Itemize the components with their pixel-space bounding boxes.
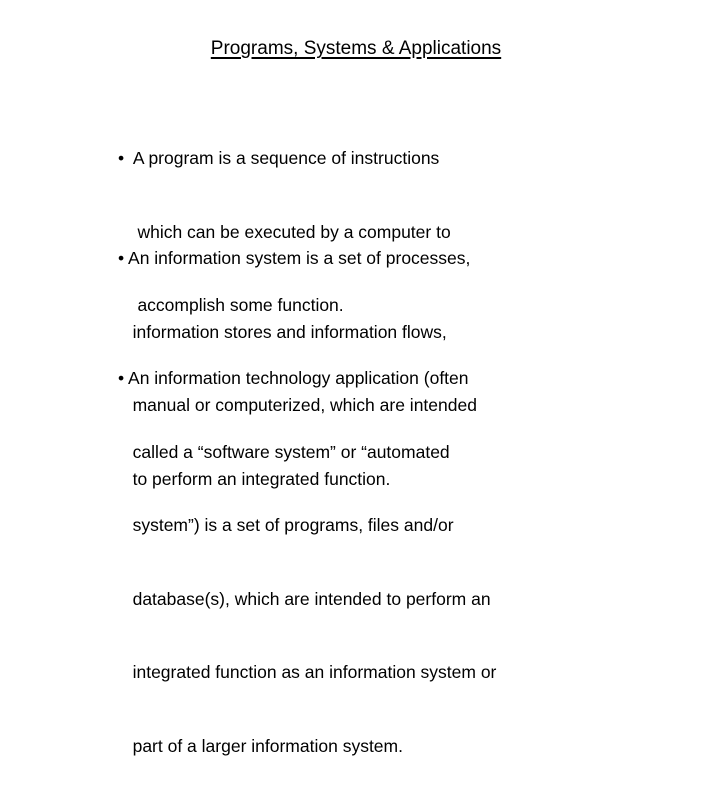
bullet-line: • An information system is a set of processes, <box>118 248 471 268</box>
bullet-it-application-definition <box>118 317 496 807</box>
bullet-line: system”) is a set of programs, files and/or <box>118 515 454 535</box>
bullet-line: • An information technology application (often <box>118 368 469 388</box>
bullet-line: • A program is a sequence of instructions <box>118 148 440 168</box>
bullet-line: part of a larger information system. <box>118 735 403 756</box>
bullet-line: manual or computerized, which are intended <box>118 395 477 415</box>
bullet-line: to perform an integrated function. <box>118 468 391 489</box>
bullet-line: information stores and information flows, <box>118 321 447 342</box>
bullet-line: database(s), which are intended to perform an <box>118 588 491 609</box>
slide-title: Programs, Systems & Applications <box>210 38 502 59</box>
bullet-line: which can be executed by a computer to <box>118 221 451 242</box>
bullet-line: accomplish some function. <box>118 295 344 315</box>
bullet-line: integrated function as an information system or <box>118 662 497 682</box>
bullet-line: called a “software system” or “automated <box>118 441 450 462</box>
